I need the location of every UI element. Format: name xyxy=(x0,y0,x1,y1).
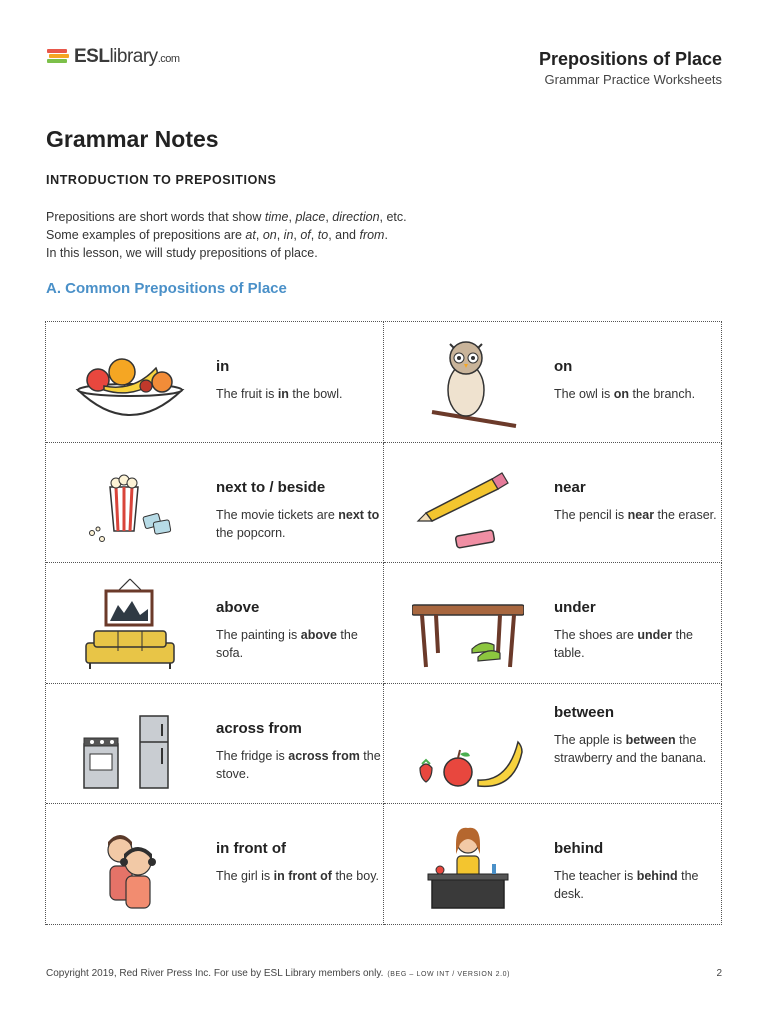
worksheet-subtitle: Grammar Practice Worksheets xyxy=(544,72,722,87)
cell-text xyxy=(216,479,381,542)
cell-between xyxy=(384,684,722,805)
example-sentence: The painting is above the sofa. xyxy=(216,628,358,661)
fruit-bowl-icon xyxy=(74,332,186,432)
cell-under xyxy=(384,563,722,684)
cell-text xyxy=(216,358,381,403)
strawberry-apple-banana-icon xyxy=(412,694,524,794)
footer-copyright: Copyright 2019, Red River Press Inc. For use by ESL Library members only. (BEG – LOW INT / VERSION 2.0) xyxy=(46,968,511,979)
cell-above xyxy=(46,563,384,684)
example-sentence: The apple is between the strawberry and the banana. xyxy=(554,732,707,765)
example-sentence: The teacher is behind the desk. xyxy=(554,869,699,902)
book-stack-icon xyxy=(46,47,70,67)
example-sentence: The shoes are under the table. xyxy=(554,628,693,661)
example-sentence: The movie tickets are next to the popcorn. xyxy=(216,507,380,540)
cell-text xyxy=(216,720,381,783)
prepositions-grid xyxy=(45,321,722,925)
cell-in xyxy=(46,322,384,443)
page-title: Grammar Notes xyxy=(46,126,219,152)
preposition-label: in front of xyxy=(216,840,286,858)
section-label: INTRODUCTION TO PREPOSITIONS xyxy=(46,173,277,187)
owl-on-branch-icon xyxy=(412,332,524,432)
section-a-heading: A. Common Prepositions of Place xyxy=(46,280,287,297)
cell-text xyxy=(554,599,719,662)
cell-behind xyxy=(384,804,722,925)
example-sentence: The owl is on the branch. xyxy=(554,387,696,401)
level-version: (BEG – LOW INT / VERSION 2.0) xyxy=(387,971,511,978)
intro-line-2: Some examples of prepositions are at, on, in, of, to, and from. xyxy=(46,228,388,242)
intro-line-1: Prepositions are short words that show time, place, direction, etc. xyxy=(46,210,407,224)
preposition-label: behind xyxy=(554,840,604,858)
preposition-label: across from xyxy=(216,719,302,737)
page-number: 2 xyxy=(716,968,722,979)
teacher-desk-icon xyxy=(412,814,524,914)
cell-text xyxy=(554,704,719,767)
preposition-label: above xyxy=(216,599,260,617)
esl-library-logo: ESLlibrary.com xyxy=(46,46,180,68)
preposition-label: in xyxy=(216,358,230,375)
preposition-label: near xyxy=(554,478,586,496)
painting-sofa-icon xyxy=(74,573,186,673)
cell-text xyxy=(216,840,381,885)
example-sentence: The pencil is near the eraser. xyxy=(554,507,717,522)
cell-across-from xyxy=(46,684,384,805)
cell-in-front-of xyxy=(46,804,384,925)
worksheet-header xyxy=(539,49,722,87)
intro-line-3: In this lesson, we will study prepositions of place. xyxy=(46,246,318,260)
cell-text xyxy=(554,358,719,403)
preposition-label: next to / beside xyxy=(216,478,326,496)
example-sentence: The girl is in front of the boy. xyxy=(216,869,380,884)
table-shoes-icon xyxy=(412,573,524,673)
preposition-label: between xyxy=(554,703,615,721)
preposition-label: on xyxy=(554,358,573,375)
girl-boy-icon xyxy=(74,814,186,914)
cell-text xyxy=(216,599,381,662)
worksheet-title: Prepositions of Place xyxy=(538,49,722,69)
example-sentence: The fridge is across from the stove. xyxy=(216,748,381,781)
popcorn-tickets-icon xyxy=(74,453,186,553)
cell-near xyxy=(384,443,722,564)
stove-fridge-icon xyxy=(74,694,186,794)
example-sentence: The fruit is in the bowl. xyxy=(216,387,343,401)
intro-text xyxy=(46,208,407,262)
cell-text xyxy=(554,840,719,903)
cell-on xyxy=(384,322,722,443)
pencil-eraser-icon xyxy=(412,453,524,553)
preposition-label: under xyxy=(554,599,596,617)
cell-text xyxy=(554,479,719,524)
cell-next-to-beside xyxy=(46,443,384,564)
